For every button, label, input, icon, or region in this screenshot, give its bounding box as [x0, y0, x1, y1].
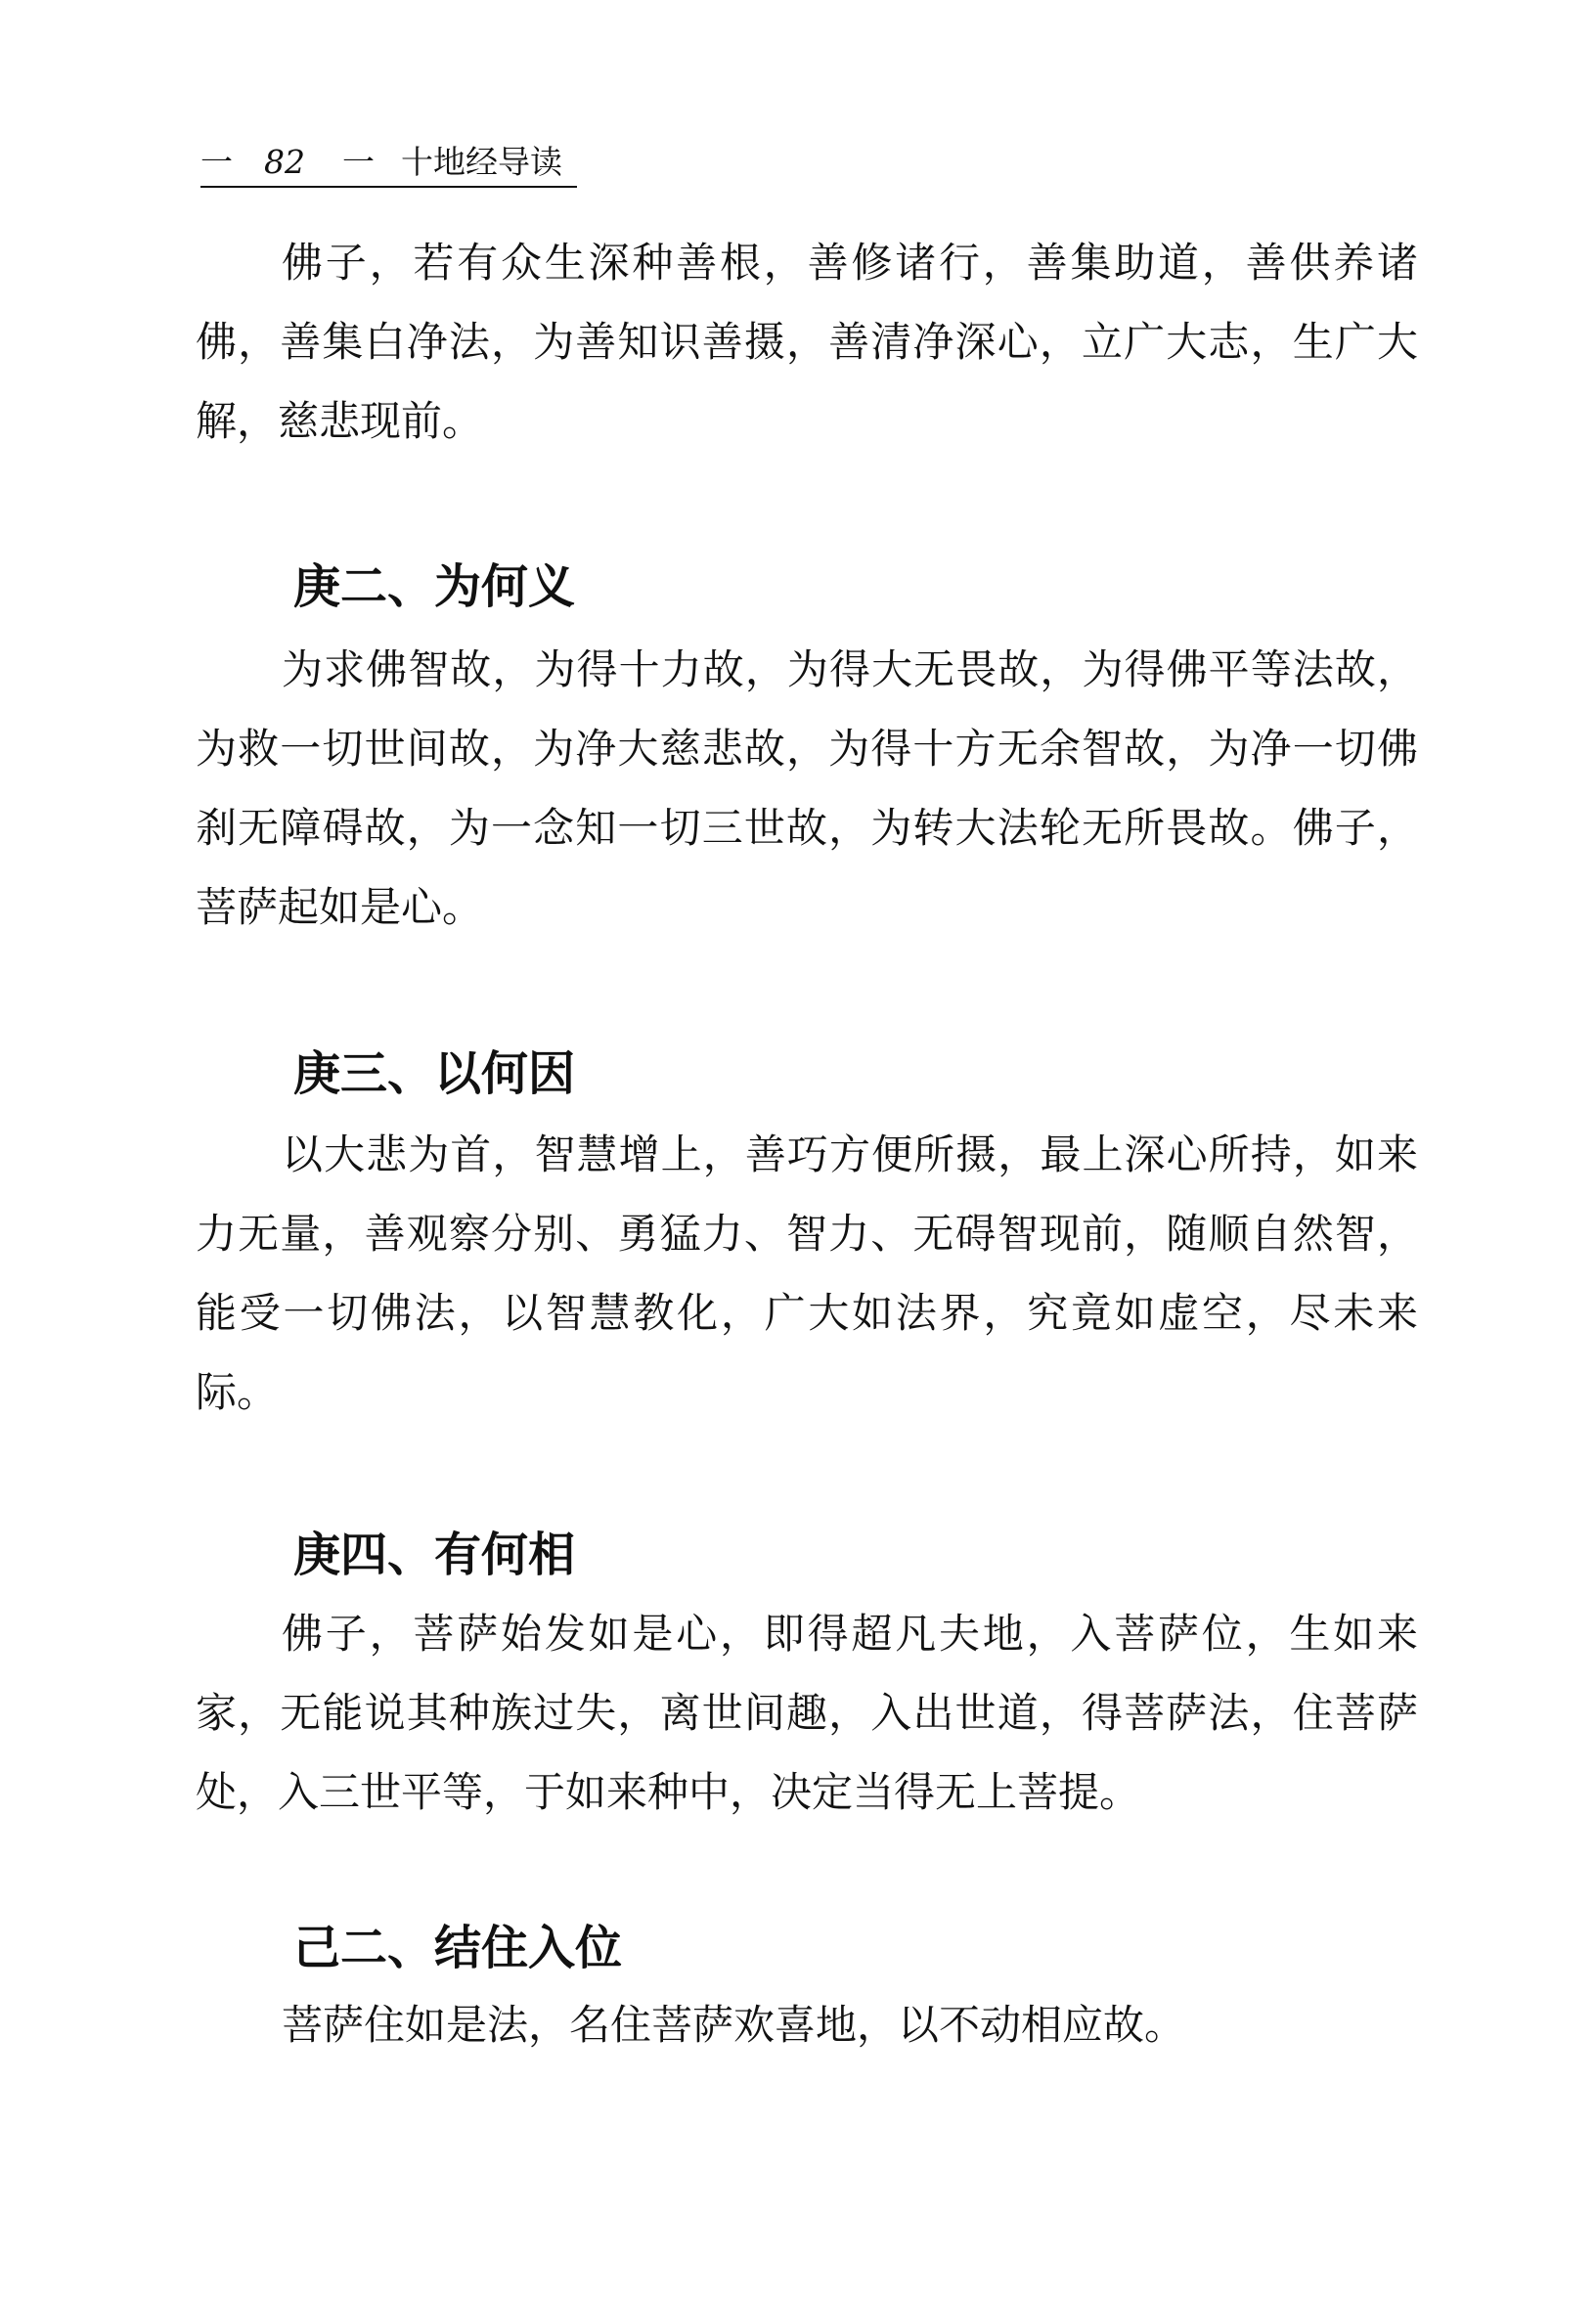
section-heading-ji-2: 己二、结住入位 [293, 1921, 623, 1975]
section-paragraph-geng-4: 佛子，菩萨始发如是心，即得超凡夫地，入菩萨位，生如来家，无能说其种族过失，离世间趣，入出世道，得菩萨法，住菩萨处，入三世平等，于如来种中，决定当得无上菩提。 [196, 1610, 1418, 1816]
section-heading-geng-2: 庚二、为何义 [293, 559, 576, 614]
intro-paragraph: 佛子，若有众生深种善根，善修诸行，善集助道，善供养诸佛，善集白净法，为善知识善摄，善清净深心，立广大志，生广大解，慈悲现前。 [196, 239, 1418, 445]
section-paragraph-ji-2: 菩萨住如是法，名住菩萨欢喜地，以不动相应故。 [282, 2001, 1186, 2049]
header-dash-right: 一 [342, 143, 375, 181]
section-paragraph-geng-3: 以大悲为首，智慧增上，善巧方便所摄，最上深心所持，如来力无量，善观察分别、勇猛力、智力、无碍智现前，随顺自然智，能受一切佛法，以智慧教化，广大如法界，究竟如虚空，尽未来际。 [196, 1130, 1418, 1416]
section-paragraph-geng-2: 为求佛智故，为得十力故，为得大无畏故，为得佛平等法故，为救一切世间故，为净大慈悲故，为得十方无余智故，为净一切佛刹无障碍故，为一念知一切三世故，为转大法轮无所畏故。佛子，菩萨起如是心。 [196, 645, 1418, 931]
header-rule [200, 186, 577, 188]
section-heading-geng-4: 庚四、有何相 [293, 1528, 576, 1582]
page-number: 82 [264, 143, 305, 181]
running-header [200, 137, 577, 188]
section-heading-geng-3: 庚三、以何因 [293, 1046, 576, 1101]
header-dash-left: 一 [200, 143, 233, 181]
book-title: 十地经导读 [401, 143, 562, 181]
